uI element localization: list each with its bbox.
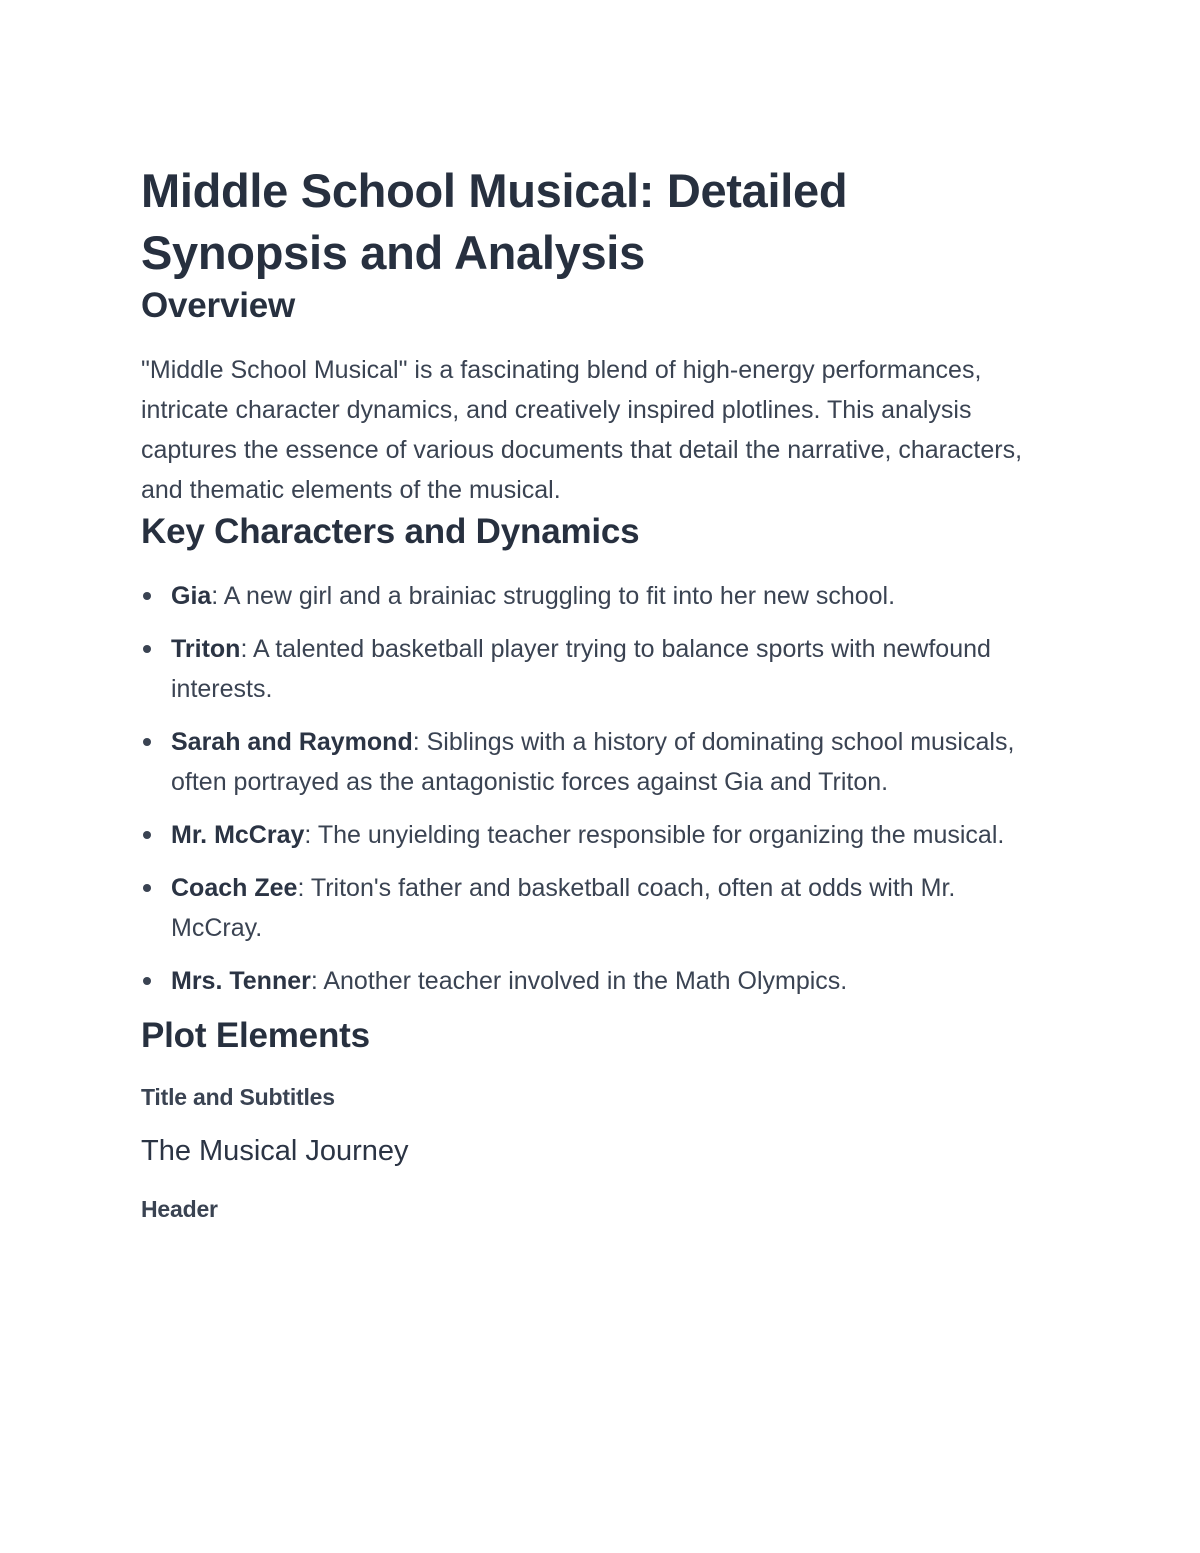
bullet-icon [143, 831, 151, 839]
character-description: : A new girl and a brainiac struggling to fit into her new school. [211, 582, 896, 610]
plot-heading: Plot Elements [141, 1016, 370, 1055]
list-item [141, 576, 1041, 616]
overview-paragraph: "Middle School Musical" is a fascinating blend of high-energy performances, intricate character dynamics, and creatively inspired plotlines. This analysis captures the essence of various documents that detail the narrative, characters, and thematic elements of the musical. [141, 356, 1023, 504]
character-description: : The unyielding teacher responsible for organizing the musical. [304, 821, 1005, 849]
list-item [141, 868, 1041, 948]
character-name: Triton [171, 635, 241, 663]
character-name: Mr. McCray [171, 821, 305, 849]
character-description: : Triton's father and basketball coach, often at odds with Mr. McCray. [171, 874, 956, 942]
musical-journey-subheading: The Musical Journey [141, 1135, 409, 1167]
character-name: Gia [171, 582, 212, 610]
character-description: : Siblings with a history of dominating school musicals, often portrayed as the antagonistic forces against Gia and Triton. [171, 728, 1015, 796]
document-title: Middle School Musical: Detailed Synopsis and Analysis [141, 164, 848, 279]
document-page [141, 160, 1041, 1224]
characters-heading: Key Characters and Dynamics [141, 512, 640, 551]
list-item [141, 722, 1041, 802]
overview-heading: Overview [141, 286, 296, 325]
character-name: Sarah and Raymond [171, 728, 413, 756]
character-description: : Another teacher involved in the Math Olympics. [310, 967, 848, 995]
header-label: Header [141, 1196, 218, 1222]
character-list [141, 576, 1041, 1001]
character-name: Coach Zee [171, 874, 298, 902]
list-item [141, 815, 1041, 855]
list-item [141, 629, 1041, 709]
title-subtitles-label: Title and Subtitles [141, 1084, 335, 1110]
bullet-icon [143, 592, 151, 600]
bullet-icon [143, 977, 151, 985]
bullet-icon [143, 884, 151, 892]
bullet-icon [143, 645, 151, 653]
character-description: : A talented basketball player trying to balance sports with newfound interests. [171, 635, 991, 703]
character-name: Mrs. Tenner [171, 967, 311, 995]
bullet-icon [143, 738, 151, 746]
list-item [141, 961, 1041, 1001]
